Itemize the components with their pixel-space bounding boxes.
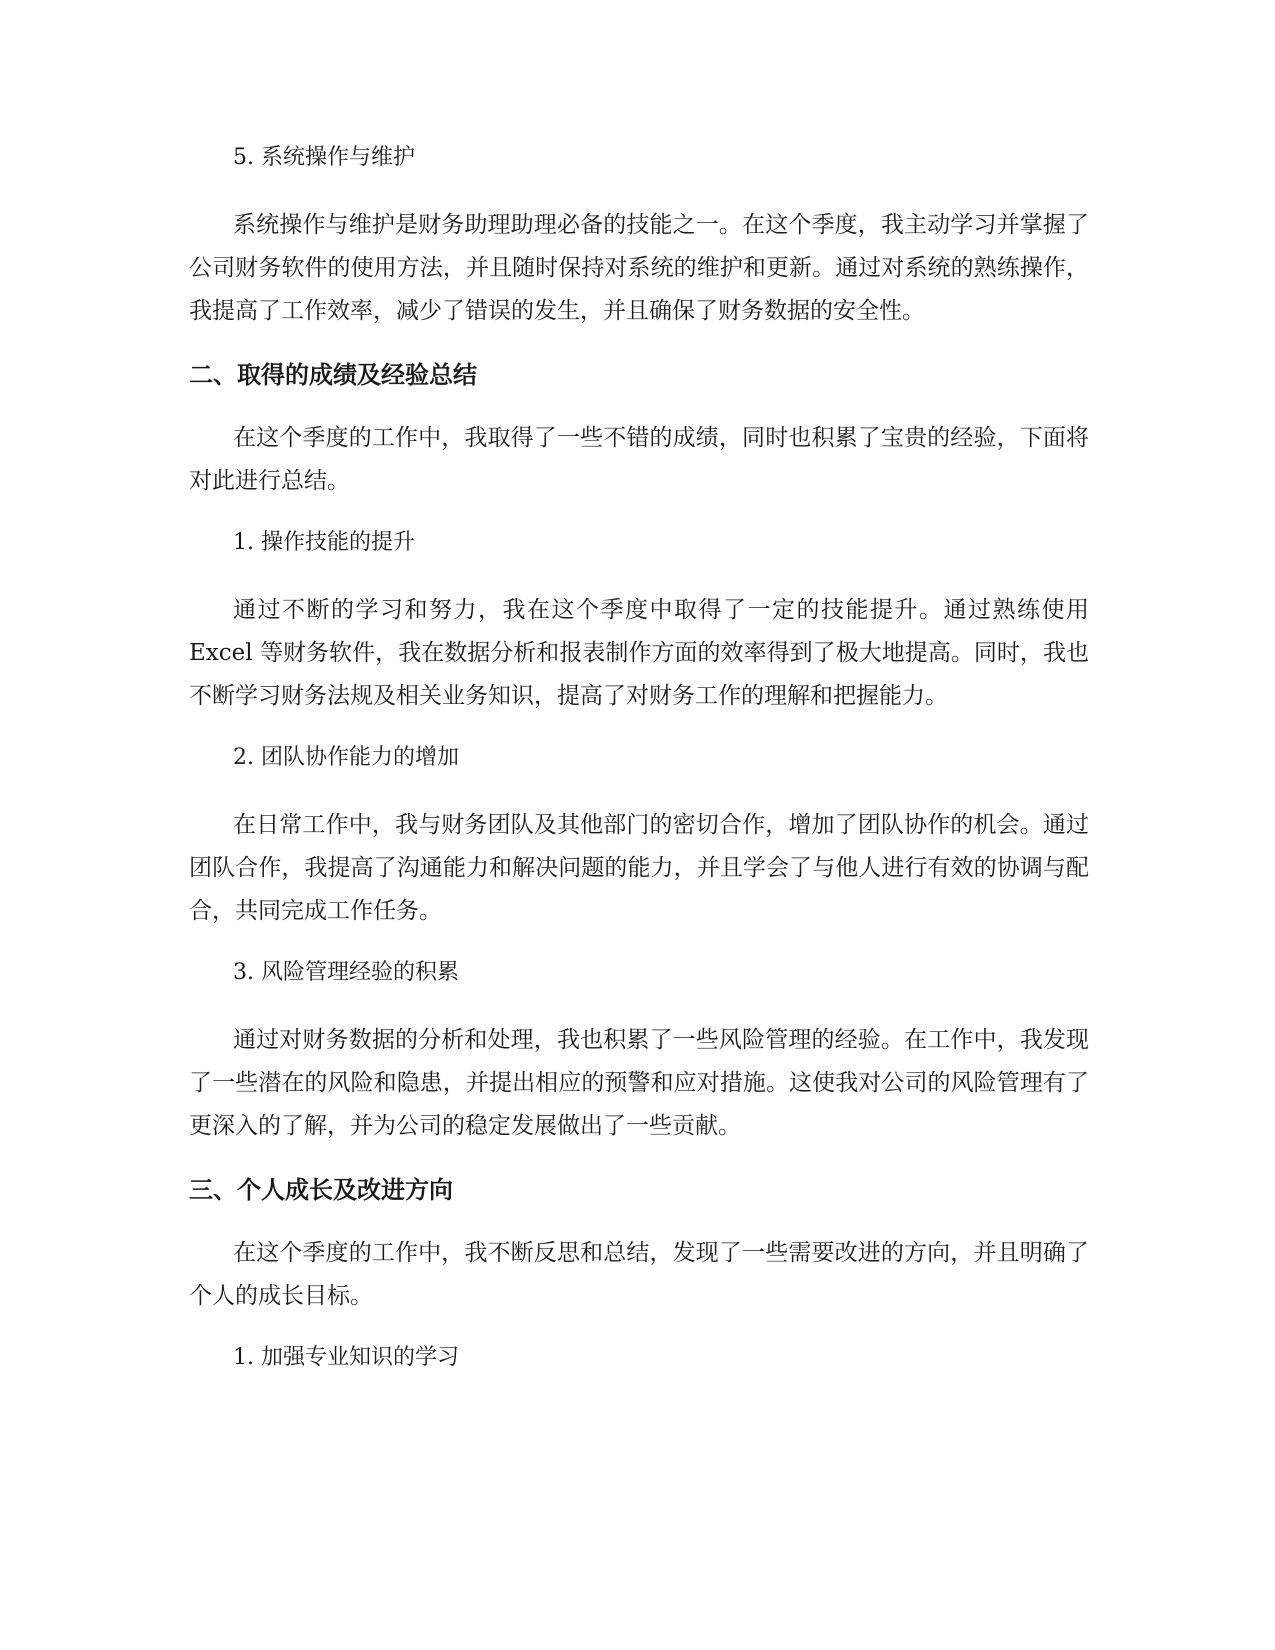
paragraph-achievements-intro: 在这个季度的工作中，我取得了一些不错的成绩，同时也积累了宝贵的经验，下面将对此进行总结。 (189, 425, 1089, 494)
item-title-risk-management: 3. 风险管理经验的积累 (233, 960, 459, 985)
item-title-professional-knowledge: 1. 加强专业知识的学习 (233, 1345, 459, 1370)
section-heading-achievements: 二、取得的成绩及经验总结 (189, 361, 477, 389)
paragraph-teamwork: 在日常工作中，我与财务团队及其他部门的密切合作，增加了团队协作的机会。通过团队合作，我提高了沟通能力和解决问题的能力，并且学会了与他人进行有效的协调与配合，共同完成工作任务。 (189, 812, 1089, 924)
document-page (189, 140, 1089, 1404)
paragraph-growth-intro: 在这个季度的工作中，我不断反思和总结，发现了一些需要改进的方向，并且明确了个人的成长目标。 (189, 1240, 1089, 1309)
paragraph-skill-improvement: 通过不断的学习和努力，我在这个季度中取得了一定的技能提升。通过熟练使用 Excel 等财务软件，我在数据分析和报表制作方面的效率得到了极大地提高。同时，我也不断学习财务法规及相关业务知识，提高了对财务工作的理解和把握能力。 (189, 597, 1089, 709)
item-title-system-operation: 5. 系统操作与维护 (233, 145, 415, 170)
item-title-teamwork: 2. 团队协作能力的增加 (233, 745, 459, 770)
item-title-skill-improvement: 1. 操作技能的提升 (233, 530, 415, 555)
section-heading-growth: 三、个人成长及改进方向 (189, 1176, 453, 1204)
paragraph-risk-management: 通过对财务数据的分析和处理，我也积累了一些风险管理的经验。在工作中，我发现了一些潜在的风险和隐患，并提出相应的预警和应对措施。这使我对公司的风险管理有了更深入的了解，并为公司的稳定发展做出了一些贡献。 (189, 1027, 1089, 1139)
paragraph-system-operation: 系统操作与维护是财务助理助理必备的技能之一。在这个季度，我主动学习并掌握了公司财务软件的使用方法，并且随时保持对系统的维护和更新。通过对系统的熟练操作，我提高了工作效率，减少了错误的发生，并且确保了财务数据的安全性。 (189, 212, 1089, 324)
